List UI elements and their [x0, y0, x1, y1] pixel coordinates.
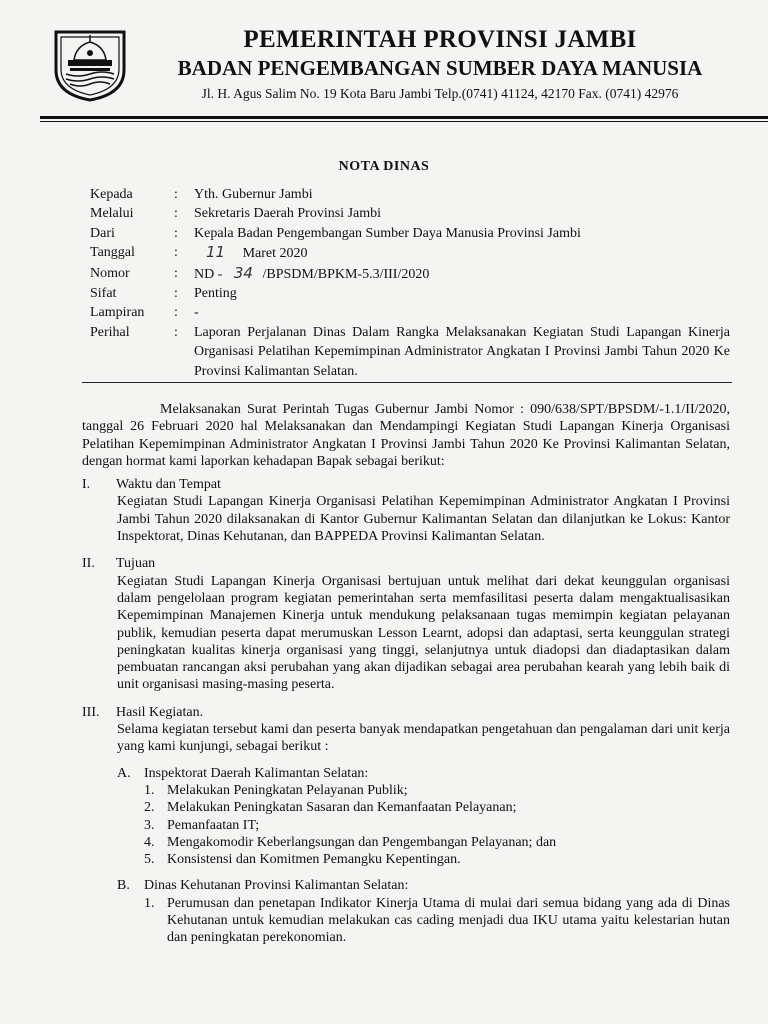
list-item-text: Melakukan Peningkatan Pelayanan Publik; [167, 782, 408, 798]
section-heading [82, 555, 730, 572]
letterhead-address: Jl. H. Agus Salim No. 19 Kota Baru Jambi Telp.(0741) 41124, 42170 Fax. (0741) 42976 [201, 86, 679, 101]
section-number: I. [82, 477, 91, 493]
meta-value [194, 243, 730, 263]
meta-colon: : [174, 245, 178, 261]
meta-value: Laporan Perjalanan Dinas Dalam Rangka Melaksanakan Kegiatan Studi Lapangan Kinerja Organisasi Pelatihan Kepemimpinan Administrator Angkatan I Provinsi Jambi Tahun 2020 Ke Provinsi Kalimantan Selatan. [194, 324, 730, 379]
provincial-emblem-icon [50, 26, 130, 102]
meta-perihal [90, 323, 730, 381]
list-item [144, 834, 730, 851]
meta-value: Kepala Badan Pengembangan Sumber Daya Manusia Provinsi Jambi [194, 225, 581, 241]
meta-label: Sifat [90, 286, 117, 302]
section-number: III. [82, 704, 100, 720]
section-number: II. [82, 556, 95, 572]
meta-colon: : [174, 324, 178, 340]
meta-value: Penting [194, 286, 237, 302]
section-title: Waktu dan Tempat [116, 477, 221, 493]
meta-colon: : [174, 225, 178, 241]
meta-value: Yth. Gubernur Jambi [194, 187, 313, 202]
intro-paragraph: Melaksanakan Surat Perintah Tugas Gubernur Jambi Nomor : 090/638/SPT/BPSDM/-1.1/II/2020, tanggal 26 Februari 2020 hal Melaksanakan dan Mendampingi Kegiatan Studi Lapangan Kinerja Organisasi Pelatihan Kepemimpinan Administrator Angkatan I Provinsi Jambi Tahun 2020 Ke Provinsi Kalimantan Selatan, dengan hormat kami laporkan kehadapan Bapak sebagai berikut: [82, 402, 730, 469]
subsection-letter: B. [117, 878, 130, 894]
list-item [144, 782, 730, 799]
section-heading [82, 476, 730, 493]
list-item-text: Perumusan dan penetapan Indikator Kinerja Utama di mulai dari semua bidang yang ada di Dinas Kehutanan untuk kemudian melakukan cas cading menjadi dua IKU utama yaitu kelestarian hutan dan peningkatan perekonomian. [167, 895, 730, 946]
memo-meta [90, 185, 730, 381]
section-title: Hasil Kegiatan. [116, 704, 204, 720]
findings-list [82, 782, 730, 868]
meta-colon: : [174, 286, 178, 302]
list-item-number: 3. [144, 817, 155, 833]
subsection-heading [82, 765, 730, 782]
subsection-heading [82, 877, 730, 894]
subsection-letter: A. [117, 765, 131, 781]
list-item-number: 1. [144, 782, 155, 798]
meta-label: Perihal [90, 324, 130, 340]
section-paragraph: Kegiatan Studi Lapangan Kinerja Organisasi Pelatihan Kepemimpinan Administrator Angkatan I Provinsi Jambi Tahun 2020 dilaksanakan di Kantor Gubernur Kalimantan Selatan dan dilanjutkan ke Lokus: Kantor Inspektorat, Dinas Kehutanan, dan BAPPEDA Provinsi Kalimantan Selatan. [117, 494, 730, 545]
handwritten-day: 11 [206, 243, 226, 262]
meta-label: Lampiran [90, 305, 145, 321]
date-month-year: Maret 2020 [242, 246, 308, 262]
nomor-rest: /BPSDM/BPKM-5.3/III/2020 [262, 266, 430, 282]
meta-divider [82, 382, 732, 383]
section-paragraph: Selama kegiatan tersebut kami dan peserta banyak mendapatkan pengetahuan dan pengalaman dari unit kerja yang kami kunjungi, sebagai berikut : [117, 722, 730, 755]
meta-sifat [90, 284, 730, 303]
meta-label: Dari [90, 225, 115, 241]
list-item-number: 1. [144, 895, 155, 911]
nomor-prefix: ND - [194, 266, 223, 282]
meta-colon: : [174, 265, 178, 281]
meta-nomor [90, 264, 730, 284]
letterhead-rule-thin [40, 121, 768, 122]
list-item-text: Mengakomodir Keberlangsungan dan Pengembangan Pelayanan; dan [167, 834, 557, 850]
letterhead-rule-thick [40, 116, 768, 119]
meta-lampiran [90, 303, 730, 322]
subsection-title: Dinas Kehutanan Provinsi Kalimantan Selatan: [144, 878, 409, 894]
list-item-text: Melakukan Peningkatan Sasaran dan Kemanfaatan Pelayanan; [167, 800, 517, 816]
section-paragraph: Kegiatan Studi Lapangan Kinerja Organisasi bertujuan untuk melihat dari dekat keunggulan organisasi dalam pengelolaan program kegiatan pemerintahan serta memfasilitasi peserta dalam mengaktualisasikan Kepemimpinan Manajemen Kinerja untuk mendukung pelaksanaan tugas memimpin kegiatan pelayanan publik, kemudian peserta dapat merumuskan Lesson Learnt, adopsi dan adaptasi, serta keunggulan strategi peningkatan kualitas kinerja organisasi yang tinggi, selanjutnya untuk diadopsi dan diadaptasikan dalam pembuatan rancangan aksi perubahan yang akan dijadikan sebagai area perubahan kearah yang lebih baik di unit organisasi masing-masing peserta. [117, 573, 730, 693]
list-item-text: Pemanfaatan IT; [167, 817, 260, 833]
meta-colon: : [174, 206, 178, 222]
handwritten-number: 34 [233, 263, 253, 282]
list-item [144, 851, 730, 868]
meta-label: Tanggal [90, 245, 135, 261]
letterhead-agency: BADAN PENGEMBANGAN SUMBER DAYA MANUSIA [177, 56, 703, 80]
meta-tanggal [90, 243, 730, 263]
meta-value: Sekretaris Daerah Provinsi Jambi [194, 206, 382, 222]
meta-dari [90, 224, 730, 243]
meta-colon: : [174, 305, 178, 321]
memo-body [82, 401, 730, 947]
meta-value [194, 264, 730, 284]
letterhead-government: PEMERINTAH PROVINSI JAMBI [243, 26, 637, 53]
subsection-title: Inspektorat Daerah Kalimantan Selatan: [144, 765, 369, 781]
list-item-text: Konsistensi dan Komitmen Pemangku Kepentingan. [167, 852, 461, 868]
list-item [144, 799, 730, 816]
findings-list [82, 895, 730, 947]
list-item [144, 817, 730, 834]
section-heading [82, 704, 730, 721]
list-item [144, 895, 730, 947]
section-title: Tujuan [116, 556, 156, 572]
document-title: NOTA DINAS [338, 159, 430, 174]
meta-kepada [90, 185, 730, 204]
meta-colon: : [174, 187, 178, 202]
meta-label: Nomor [90, 265, 130, 281]
list-item-number: 2. [144, 800, 155, 816]
meta-value: - [194, 305, 199, 321]
list-item-number: 4. [144, 834, 155, 850]
meta-label: Melalui [90, 206, 134, 222]
meta-label: Kepada [90, 187, 133, 202]
list-item-number: 5. [144, 852, 155, 868]
meta-melalui [90, 204, 730, 223]
